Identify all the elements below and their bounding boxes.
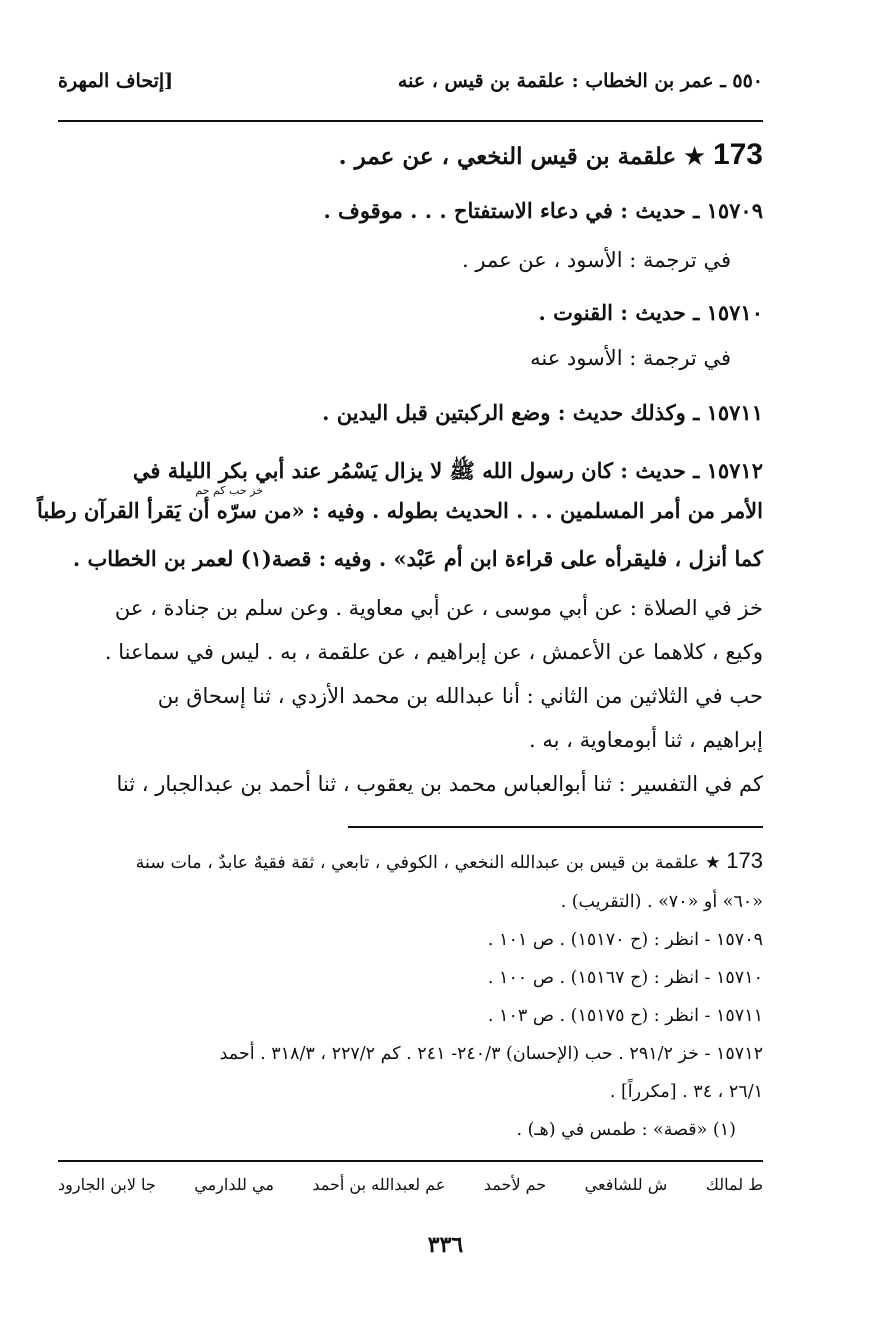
hadith-15710: ١٥٧١٠ ـ حديث : القنوت .	[538, 300, 763, 325]
body-line-10: وكيع ، كلاهما عن الأعمش ، عن إبراهيم ، عن علقمة ، به . ليس في سماعنا .	[104, 640, 763, 664]
footnote-rule	[348, 826, 763, 828]
legend-item: جا لابن الجارود	[58, 1175, 156, 1194]
body-line-12: إبراهيم ، ثنا أبومعاوية ، به .	[528, 728, 763, 752]
running-header-title: ٥٥٠ ـ عمر بن الخطاب : علقمة بن قيس ، عنه	[397, 70, 763, 92]
legend-item: حم لأحمد	[483, 1175, 547, 1194]
footnote-15712: ١٥٧١٢ - خز ٢٩١/٢ . حب (الإحسان) ٢٤٠/٣- ٢٤١ . كم ٢٢٧/٢ ، ٣١٨/٣ . أحمد	[219, 1044, 763, 1064]
footnote-1-cont: «٦٠» أو «٧٠» . (التقريب) .	[560, 892, 763, 912]
entry-number: 173	[712, 138, 763, 171]
source-markers: خز حب كم حم	[195, 484, 263, 497]
legend-item: ط لمالك	[705, 1175, 763, 1194]
hadith-15711: ١٥٧١١ ـ وكذلك حديث : وضع الركبتين قبل اليدين .	[322, 400, 763, 425]
note-15710: في ترجمة : الأسود عنه	[530, 346, 731, 370]
legend-item: عم لعبدالله بن أحمد	[312, 1175, 446, 1194]
footnote-entry-number: 173	[726, 848, 763, 873]
header-rule	[58, 120, 763, 122]
running-header-book: [إتحاف المهرة	[58, 70, 174, 92]
entry-heading-text: علقمة بن قيس النخعي ، عن عمر .	[338, 143, 677, 170]
legend-item: مي للدارمي	[194, 1175, 274, 1194]
note-15709: في ترجمة : الأسود ، عن عمر .	[462, 248, 731, 272]
body-line-11: حب في الثلاثين من الثاني : أنا عبدالله بن محمد الأزدي ، ثنا إسحاق بن	[157, 684, 763, 708]
footnote-15709: ١٥٧٠٩ - انظر : (ح ١٥١٧٠) . ص ١٠١ .	[487, 930, 763, 950]
hadith-15709: ١٥٧٠٩ ـ حديث : في دعاء الاستفتاح . . . موقوف .	[323, 198, 763, 223]
page-number: ٣٣٦	[427, 1232, 464, 1258]
star-icon: ★	[684, 143, 705, 170]
hadith-15712-line2: الأمر من أمر المسلمين . . . الحديث بطوله . وفيه : «من سرّه أن يَقرأ القرآن رطباً	[37, 498, 763, 523]
hadith-15712-line3: كما أنزل ، فليقرأه على قراءة ابن أم عَبْد» . وفيه : قصة(١) لعمر بن الخطاب .	[72, 546, 763, 571]
footnote-note-1: (١) «قصة» : طمس في (هـ) .	[516, 1120, 736, 1140]
footnote-15712-cont: ٢٦/١ ، ٣٤ . [مكرراً] .	[609, 1082, 763, 1102]
footnote-1-text: ★ علقمة بن قيس بن عبدالله النخعي ، الكوفي ، تابعي ، ثقة فقيهٌ عابدٌ ، مات سنة	[135, 853, 721, 873]
entry-heading	[58, 138, 763, 172]
abbreviation-legend	[58, 1175, 763, 1194]
footnote-15710: ١٥٧١٠ - انظر : (ح ١٥١٦٧) . ص ١٠٠ .	[487, 968, 763, 988]
footnote-15711: ١٥٧١١ - انظر : (ح ١٥١٧٥) . ص ١٠٣ .	[487, 1006, 763, 1026]
legend-item: ش للشافعي	[584, 1175, 668, 1194]
footnote-1	[58, 848, 763, 874]
legend-rule	[58, 1160, 763, 1162]
hadith-15712-line1: ١٥٧١٢ ـ حديث : كان رسول الله ﷺ لا يزال يَسْمُر عند أبي بكر الليلة في	[132, 458, 763, 483]
body-line-13: كم في التفسير : ثنا أبوالعباس محمد بن يعقوب ، ثنا أحمد بن عبدالجبار ، ثنا	[116, 772, 763, 796]
body-line-9: خز في الصلاة : عن أبي موسى ، عن أبي معاوية . وعن سلم بن جنادة ، عن	[114, 596, 763, 620]
